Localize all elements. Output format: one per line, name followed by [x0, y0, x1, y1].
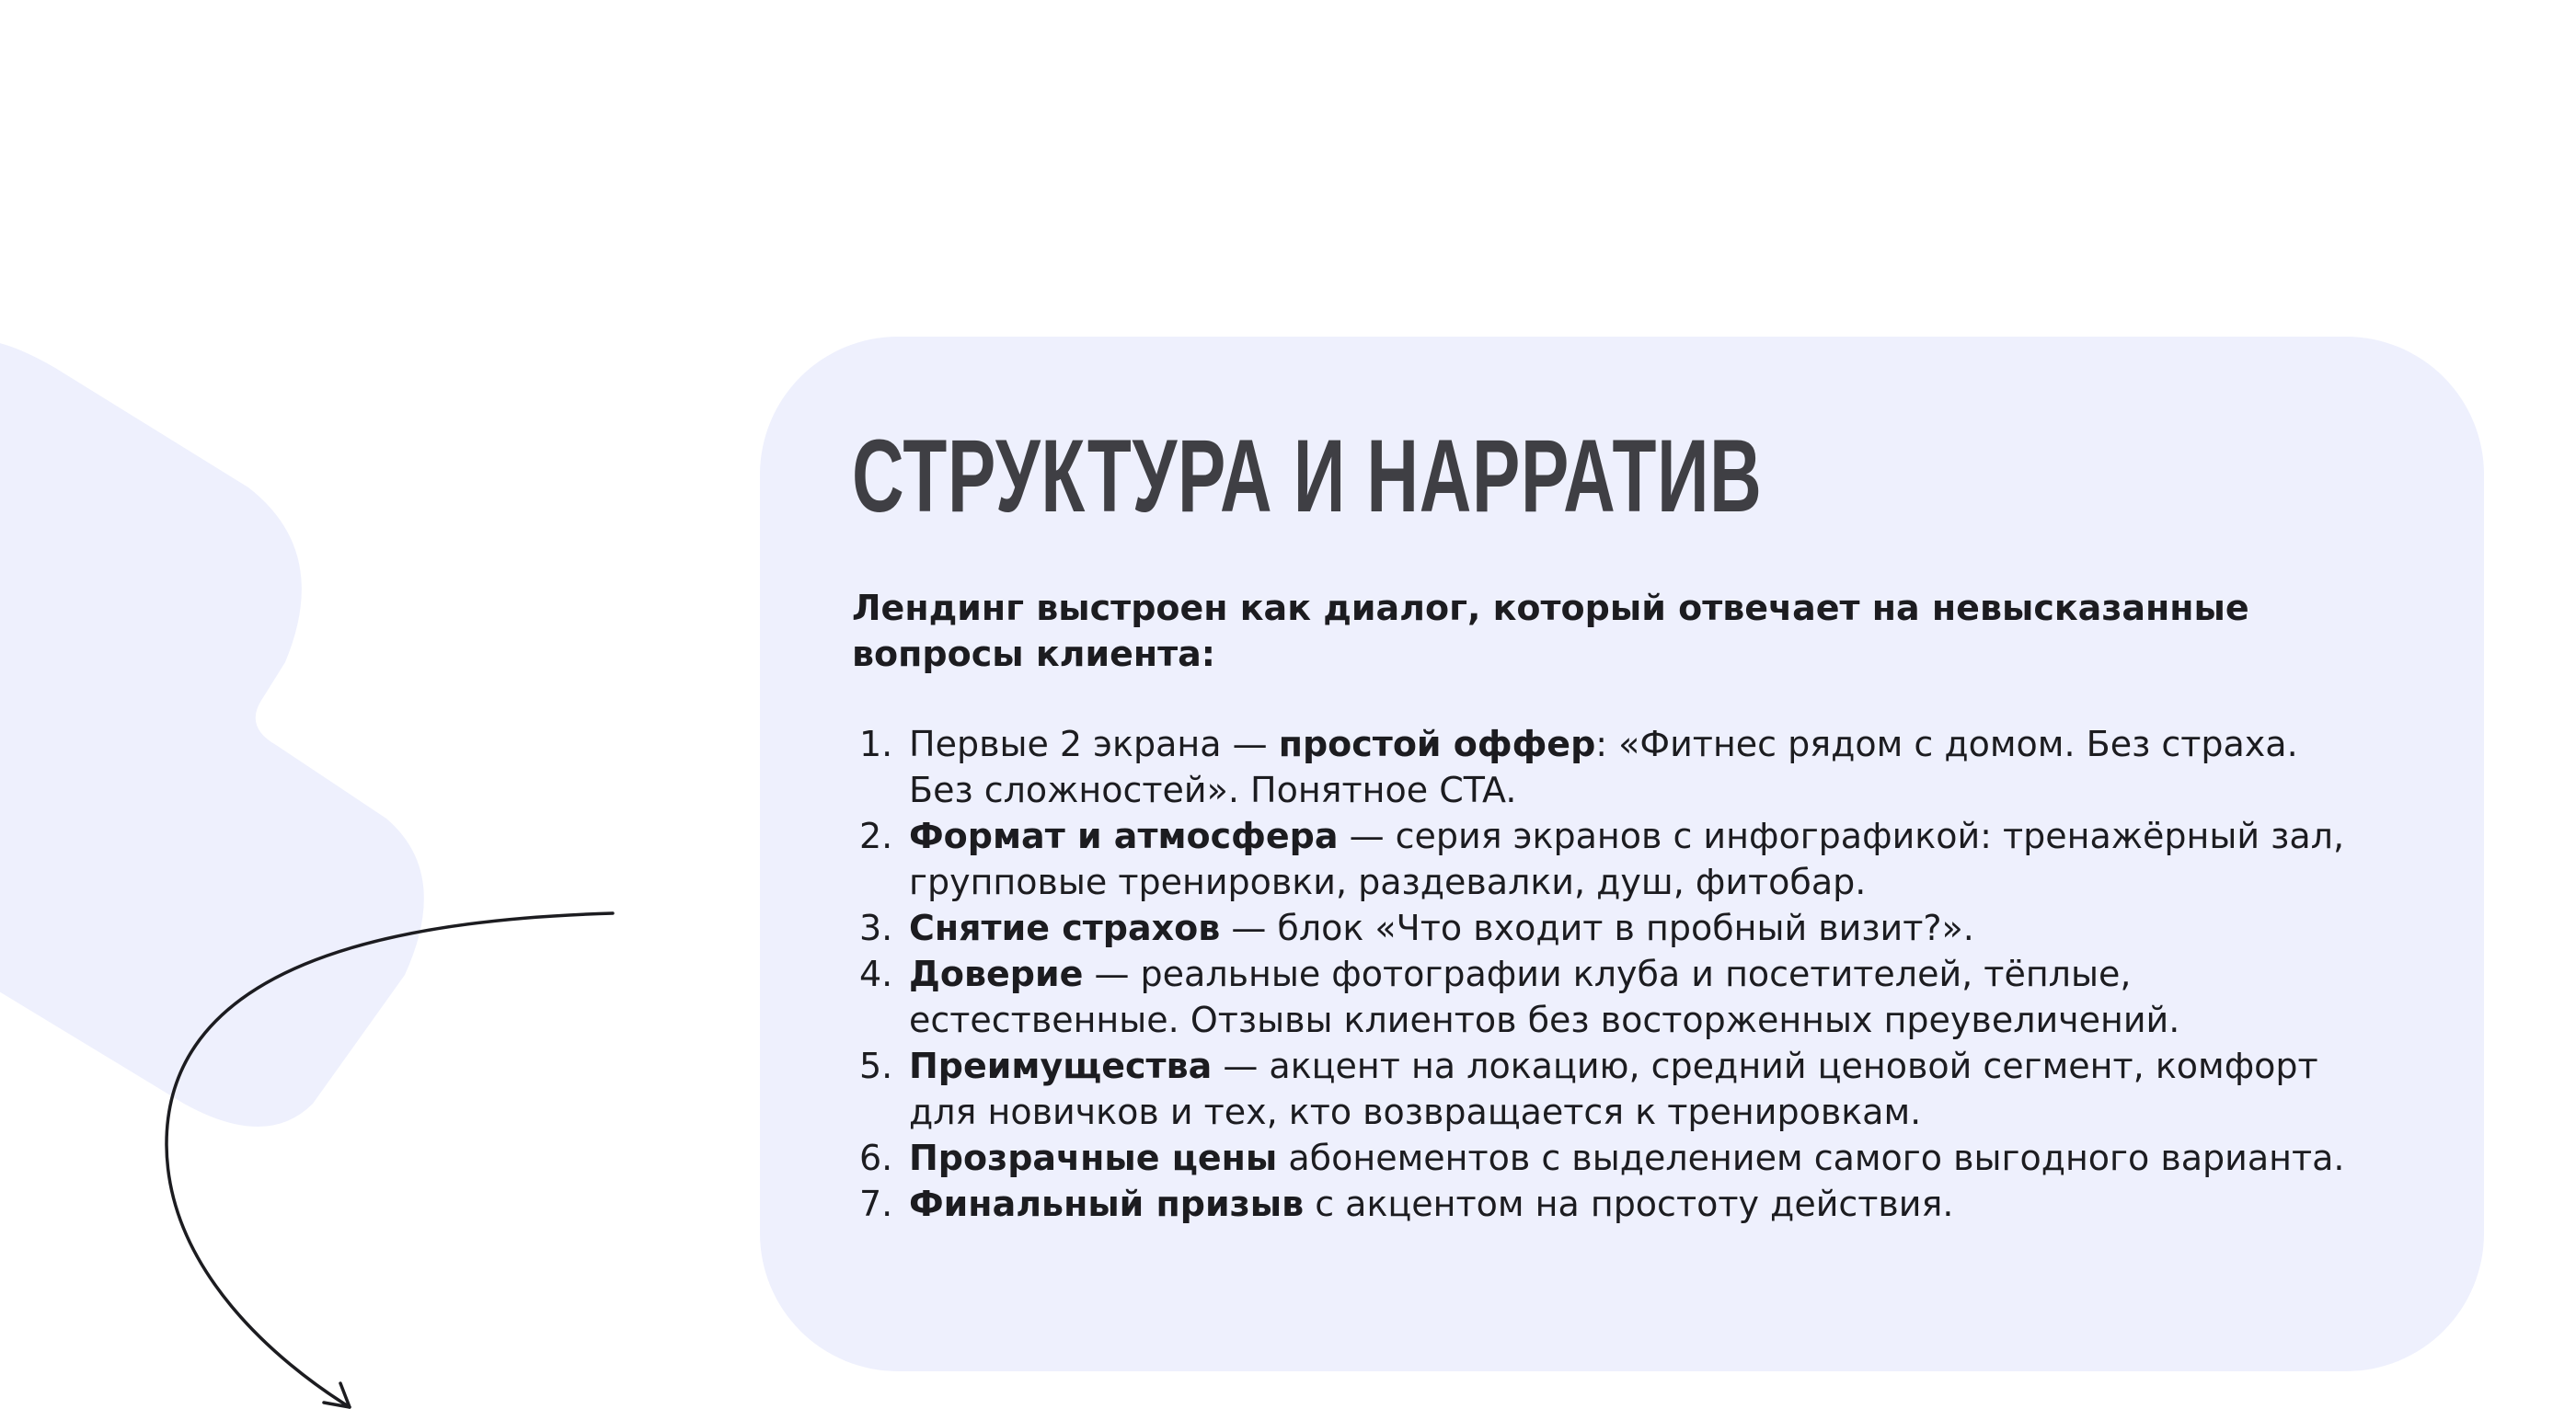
intro-text: Лендинг выстроен как диалог, который отвечает на невысказанные вопросы клиента: — [852, 588, 2249, 674]
list-item-bold: Доверие — [909, 954, 1084, 994]
list-item-number: 6. — [859, 1138, 893, 1178]
list-item-bold: Снятие страхов — [909, 908, 1221, 948]
list-item-text: : «Фитнес рядом с домом. Без страха. Без сложностей». Понятное CTA. — [909, 724, 2298, 810]
list-item-number: 1. — [859, 724, 893, 764]
content-card — [760, 337, 2484, 1371]
list-item-bold: простой оффер — [1278, 724, 1596, 764]
list-item — [852, 951, 2370, 1043]
list-item — [852, 905, 2370, 951]
list-item — [852, 721, 2370, 813]
list-item — [852, 1043, 2370, 1135]
list-item-text: абонементов с выделением самого выгодного варианта. — [1277, 1138, 2345, 1178]
list-item-bold: Прозрачные цены — [909, 1138, 1278, 1178]
list-item-text: Первые 2 экрана — — [909, 724, 1279, 764]
list-item-bold: Преимущества — [909, 1046, 1213, 1086]
list-item-number: 7. — [859, 1184, 893, 1224]
list-item — [852, 813, 2370, 905]
list-item-bold: Финальный призыв — [909, 1184, 1305, 1224]
list-item-text: с акцентом на простоту действия. — [1304, 1184, 1954, 1224]
list-item-text: — реальные фотографии клуба и посетителей, тёплые, естественные. Отзывы клиентов без восторженных преувеличений. — [909, 954, 2180, 1040]
list-item-number: 3. — [859, 908, 893, 948]
list-item — [852, 1181, 2370, 1227]
list-item-number: 5. — [859, 1046, 893, 1086]
list-item-number: 4. — [859, 954, 893, 994]
list-item-text: — блок «Что входит в пробный визит?». — [1220, 908, 1974, 948]
list-item-bold: Формат и атмосфера — [909, 816, 1339, 856]
list-item-text: — серия экранов с инфографикой: тренажёрный зал, групповые тренировки, раздевалки, душ, фитобар. — [909, 816, 2345, 902]
steps-list — [852, 721, 2370, 1227]
list-item-text: — акцент на локацию, средний ценовой сегмент, комфорт для новичков и тех, кто возвращается к тренировкам. — [909, 1046, 2318, 1132]
list-item-number: 2. — [859, 816, 893, 856]
list-item — [852, 1135, 2370, 1181]
page-title: СТРУКТУРА И НАРРАТИВ — [852, 418, 1763, 533]
